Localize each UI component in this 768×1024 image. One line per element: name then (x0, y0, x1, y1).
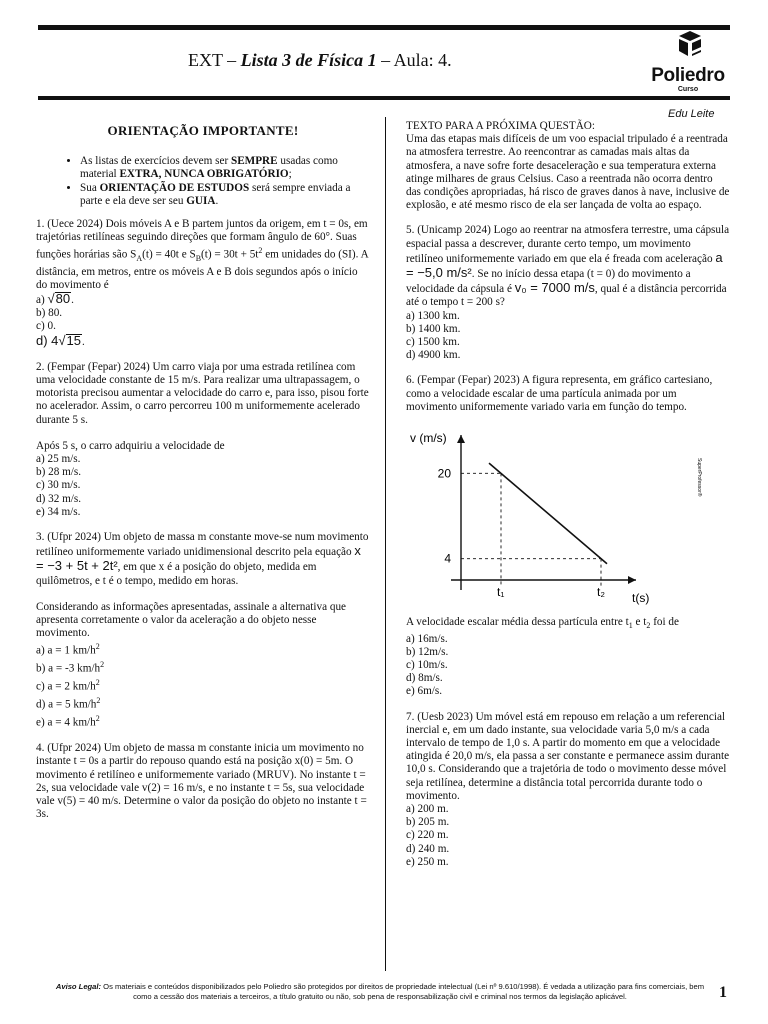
watermark-text: SuperProfessor® (696, 458, 702, 497)
option-item: a) √80. (36, 291, 74, 306)
question-2: 2. (Fempar (Fepar) 2024) Um carro viaja por uma estrada retilínea com uma velocidade constante de 15 m/s. Para realizar uma ultrapassagem, o motorista precisou aumentar a velocidade do carro e, para isso, pisou forte no acelerador. Assim, o carro percorreu 100 m uniformemente acelerado durante 5 s. Após 5 s, o carro adquiriu a velocidade de a) 25 m/s. b) 28 m/s. c) 30 m/s. d) 32 m/s. e) 34 m/s. (36, 360, 369, 518)
option-item: a) 1300 km. (406, 309, 460, 322)
option-item: d) 8m/s. (406, 672, 443, 685)
option-item: e) a = 4 $km/h^2$ (36, 714, 100, 729)
option-item: d) 4900 km. (406, 349, 461, 362)
question-3: 3. (Ufpr 2024) Um objeto de massa m constante move-se num movimento retilíneo uniformemente variado unidimensional descrito pela equação x = −3 + 5t + 2t², em que x é a posição do objeto, medida em quilômetros, e t é o tempo, medido em horas. Considerando as informações apresentadas, assinale a alternativa que apresenta corretamente o valor da aceleração a do objeto nesse movimento. a) a = 1 $km/h^2$ b) a = -3 $km/h^2$ c) a = 2 $km/h^2$ d) a = 5 $km/h^2$ e) a = 4 $km/h^2$ (36, 531, 369, 729)
context-text: Uma das etapas mais difíceis de um voo espacial tripulado é a reentrada na atmosfera terrestre. Ao reencontrar as camadas mais altas da atmosfera, a nave sofre forte desaceleração e sua temperatura externa atinge milhares de graus Celsius. Caso a reentrada não ocorra dentro das condições apropriadas, há risco de graves danos à nave, inclusive de explosão, e até mesmo risco de ela ser lançada de volta ao espaço. (406, 133, 730, 212)
x-axis-arrow (628, 576, 636, 584)
page-number: 1 (719, 984, 727, 1001)
right-column (406, 120, 730, 881)
question-6: 6. (Fempar (Fepar) 2023) A figura representa, em gráfico cartesiano, como a velocidade escalar de uma partícula animada por um movimento uniformemente variado varia em função do tempo. v (m/s) t(s) 20 4 t₁ t₂ SuperProfessor® A velocidade escalar média dessa partícula entre $t_1$ e $t_2$ foi de a) 16m/s. b) 12m/s. c) 10m/s. d) 8m/s. e) 6m/s. (406, 374, 730, 698)
logo-text: Poliedro (651, 65, 725, 86)
orientation-item: • Sua ORIENTAÇÃO DE ESTUDOS será sempre enviada a parte e ela deve ser seu GUIA. (80, 182, 370, 208)
option-item: d) 32 m/s. (36, 492, 82, 505)
orientation-item: • As listas de exercícios devem ser SEMPRE usadas como material EXTRA, NUNCA OBRIGATÓRIO; (80, 155, 370, 181)
option-item: c) 30 m/s. (36, 479, 81, 492)
header-bottom-rule (38, 96, 730, 100)
title-main: Lista 3 de Física 1 (240, 50, 377, 70)
legal-notice: Aviso Legal: Os materiais e conteúdos disponibilizados pelo Poliedro são protegidos por direitos de propriedade intelectual (Lei nº 9.610/1998). É vedada a utilização para fins comerciais, bem como a cessão dos materiais a terceiros, a título gratuito ou não, sob pena de responsabilização civil e criminal nos termos da legislação aplicável. (55, 982, 705, 1001)
title-prefix: EXT – (188, 50, 241, 70)
options-list (36, 453, 370, 519)
option-item: b) a = -3 $km/h^2$ (36, 660, 105, 676)
option-item: d) 4√15. (36, 332, 85, 348)
title-suffix: – Aula: 4. (376, 50, 452, 70)
x-axis-label: t(s) (632, 591, 650, 606)
orientation-list (36, 155, 370, 208)
velocity-graph (406, 420, 706, 610)
options-list (36, 292, 370, 349)
option-item: e) 34 m/s. (36, 505, 81, 518)
poliedro-logo (646, 30, 730, 96)
question-7: 7. (Uesb 2023) Um móvel está em repouso em relação a um referencial inercial e, em um dado instante, sua velocidade varia 5,0 m/s a cada intervalo de tempo de 1,0 s. A partir do momento em que a velocidade atingida é 20,0 m/s, ela passa a ser constante e permanece assim durante 10,0 s. Considerando que a trajetória de todo o movimento desse móvel seja retilínea, determine a distância total percorrida durante todo o movimento. a) 200 m. b) 205 m. c) 220 m. d) 240 m. e) 250 m. (406, 710, 730, 868)
option-item: a) 25 m/s. (36, 453, 81, 466)
column-divider (385, 117, 386, 971)
options-list (36, 640, 370, 730)
option-item: d) 240 m. (406, 842, 450, 855)
series-line (489, 463, 607, 564)
option-item: c) 0. (36, 320, 56, 333)
option-item: b) 1400 km. (406, 322, 461, 335)
x-tick-label: t₁ (497, 585, 505, 600)
option-item: a) 200 m. (406, 802, 449, 815)
author-name: Edu Leite (668, 108, 715, 120)
option-item: b) 28 m/s. (36, 466, 82, 479)
option-item: a) 16m/s. (406, 632, 448, 645)
y-tick-label: 4 (444, 551, 451, 566)
question-4: 4. (Ufpr 2024) Um objeto de massa m constante inicia um movimento no instante t = 0s a partir do repouso quando está na posição x(0) = 5m. O movimento é retilíneo e uniformemente variado (MRUV). No instante t = 2s, sua velocidade vale v(2) = 16 m/s, e no instante t = 5s, sua velocidade vale v(5) = 40 m/s. Determine o valor da posição do objeto no instante t = 3s. (36, 742, 367, 821)
options-list (406, 633, 730, 699)
option-item: e) 6m/s. (406, 685, 443, 698)
option-item: d) a = 5 $km/h^2$ (36, 696, 101, 712)
y-axis-label: v (m/s) (410, 431, 447, 446)
option-item: e) 250 m. (406, 855, 449, 868)
orientation-title: ORIENTAÇÃO IMPORTANTE! (107, 123, 299, 138)
question-1: 1. (Uece 2024) Dois móveis A e B partem juntos da origem, em t = 0s, em trajetórias retilíneas seguindo direções que formam ângulo de 60°. Suas funções horárias são $S_A(t) = 40t$ e $S_B(t) = 30t + 5t^2$ em unidades do (SI). A distância, em metros, entre os móveis A e B dois segundos após o início do movimento é a) √80. b) 80. c) 0. d) 4√15. (36, 218, 369, 348)
option-item: c) a = 2 $km/h^2$ (36, 678, 100, 694)
header-top-rule (38, 25, 730, 30)
option-item: b) 80. (36, 307, 63, 320)
question-5: 5. (Unicamp 2024) Logo ao reentrar na atmosfera terrestre, uma cápsula espacial passa a descrever, durante certo tempo, um movimento retilíneo uniformemente variado em que ela é freada com aceleração a = −5,0 m/s². Se no início dessa etapa (t = 0) do movimento a velocidade da cápsula é v₀ = 7000 m/s, qual é a distância percorrida até o tempo t = 200 s? a) 1300 km. b) 1400 km. c) 1500 km. d) 4900 km. (406, 224, 730, 362)
page-title (188, 50, 452, 71)
logo-subtext: Curso (677, 86, 699, 93)
y-tick-label: 20 (437, 466, 451, 481)
context-label: TEXTO PARA A PRÓXIMA QUESTÃO: (406, 120, 595, 132)
y-axis-arrow (457, 435, 465, 443)
left-column (36, 120, 370, 833)
option-item: c) 220 m. (406, 829, 449, 842)
option-item: b) 12m/s. (406, 645, 449, 658)
option-item: b) 205 m. (406, 816, 450, 829)
options-list (406, 803, 730, 869)
x-tick-label: t₂ (597, 585, 605, 600)
options-list (406, 310, 730, 363)
option-item: c) 10m/s. (406, 658, 448, 671)
option-item: a) a = 1 $km/h^2$ (36, 642, 100, 658)
velocity-chart (406, 420, 706, 610)
option-item: c) 1500 km. (406, 336, 460, 349)
